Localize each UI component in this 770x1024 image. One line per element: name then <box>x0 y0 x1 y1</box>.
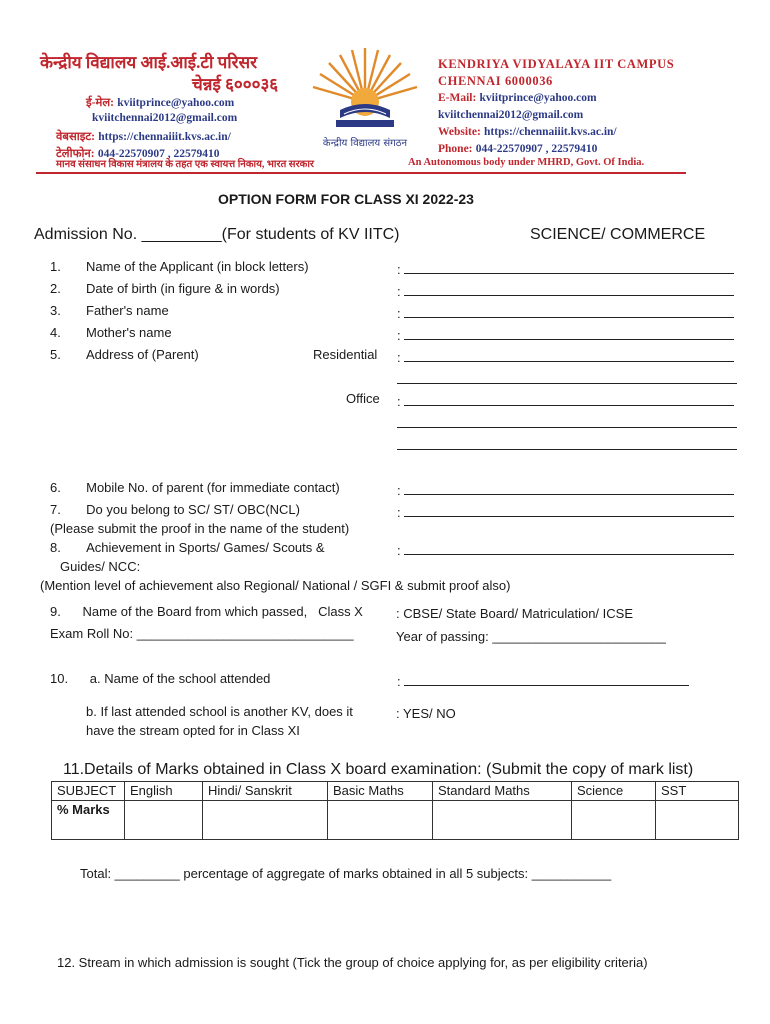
school-name-hindi: केन्द्रीय विद्यालय आई.आई.टी परिसर <box>40 53 258 72</box>
item-5-number: 5. <box>50 347 61 362</box>
answer-line-office-2[interactable] <box>397 415 737 431</box>
item-2-label: Date of birth (in figure & in words) <box>86 281 280 296</box>
table-header-cell: English <box>125 782 203 801</box>
form-title: OPTION FORM FOR CLASS XI 2022-23 <box>218 191 474 207</box>
answer-line-category[interactable]: : <box>397 504 734 520</box>
email-primary: kviitprince@yahoo.com <box>117 97 235 109</box>
item-1-label: Name of the Applicant (in block letters) <box>86 259 309 274</box>
website-line-english: Website: https://chennaiiit.kvs.ac.in/ <box>438 126 617 138</box>
marks-cell-sst[interactable] <box>656 801 739 840</box>
stream-header: SCIENCE/ COMMERCE <box>530 226 706 243</box>
email-line-hindi: ई-मेल: kviitprince@yahoo.com <box>86 97 235 109</box>
header-divider <box>36 172 686 174</box>
website-line-hindi: वेबसाइट: https://chennaiiit.kvs.ac.in/ <box>56 131 231 143</box>
answer-line-name[interactable]: : <box>397 261 734 277</box>
answer-line-office-3[interactable] <box>397 437 737 453</box>
school-name-english: KENDRIYA VIDYALAYA IIT CAMPUS <box>438 57 675 71</box>
residential-label: Residential <box>313 347 378 362</box>
marks-cell-science[interactable] <box>572 801 656 840</box>
item-9-label: 9. Name of the Board from which passed, Class X <box>50 604 363 619</box>
answer-line-mother[interactable]: : <box>397 327 734 343</box>
marks-cell-english[interactable] <box>125 801 203 840</box>
item-4-label: Mother's name <box>86 325 172 340</box>
item-8-note: (Mention level of achievement also Regional/ National / SGFI & submit proof also) <box>40 578 511 593</box>
answer-line-school[interactable]: : <box>397 673 689 689</box>
item-3-number: 3. <box>50 303 61 318</box>
total-line[interactable]: Total: _________ percentage of aggregate of marks obtained in all 5 subjects: ___________ <box>80 866 612 881</box>
phone-number: 044-22570907 , 22579410 <box>97 148 220 160</box>
marks-cell-hindi[interactable] <box>203 801 328 840</box>
email-secondary-english: kviitchennai2012@gmail.com <box>438 109 584 121</box>
kvs-logo <box>300 40 430 152</box>
answer-line-residential[interactable]: : <box>397 349 734 365</box>
item-12-label: 12. Stream in which admission is sought (Tick the group of choice applying for, as per eligibility criteria) <box>57 955 648 970</box>
table-header-cell: Hindi/ Sanskrit <box>203 782 328 801</box>
office-label: Office <box>346 391 380 406</box>
table-header-cell: Basic Maths <box>328 782 433 801</box>
item-10b-label: b. If last attended school is another KV, does it <box>86 704 353 719</box>
marks-cell-standard-maths[interactable] <box>433 801 572 840</box>
school-city-hindi: चेन्नई ६०००३६ <box>192 75 279 94</box>
item-3-label: Father's name <box>86 303 169 318</box>
marks-cell-basic-maths[interactable] <box>328 801 433 840</box>
exam-roll-no[interactable]: Exam Roll No: ______________________________ <box>50 626 354 641</box>
item-8-label-cont: Guides/ NCC: <box>60 559 141 574</box>
table-header-cell: SUBJECT <box>52 782 125 801</box>
logo-caption: केन्द्रीय विद्यालय संगठन <box>322 138 408 149</box>
school-city-english: CHENNAI 6000036 <box>438 74 553 88</box>
table-header-cell: SST <box>656 782 739 801</box>
phone-line-hindi: टेलीफोन: 044-22570907 , 22579410 <box>56 148 220 160</box>
item-5-label: Address of (Parent) <box>86 347 199 362</box>
item-10a-label: 10. a. Name of the school attended <box>50 671 271 686</box>
item-8-label: 8. Achievement in Sports/ Games/ Scouts & <box>50 540 325 555</box>
item-4-number: 4. <box>50 325 61 340</box>
autonomous-line-english: An Autonomous body under MHRD, Govt. Of India. <box>408 157 645 168</box>
autonomous-line-hindi: मानव संसाधन विकास मंत्रालय के तहत एक स्वायत्त निकाय, भारत सरकार <box>56 159 315 170</box>
answer-line-father[interactable]: : <box>397 305 734 321</box>
table-header-cell: Standard Maths <box>433 782 572 801</box>
table-row <box>52 782 739 801</box>
year-of-passing[interactable]: Year of passing: ________________________ <box>396 629 666 644</box>
answer-line-residential-2[interactable] <box>397 371 737 387</box>
item-2-number: 2. <box>50 281 61 296</box>
board-options[interactable]: : CBSE/ State Board/ Matriculation/ ICSE <box>396 606 633 621</box>
admission-no-line: Admission No. _________(For students of KV IITC) <box>34 226 400 243</box>
phone-line-english: Phone: 044-22570907 , 22579410 <box>438 143 598 155</box>
email-secondary: kviitchennai2012@gmail.com <box>92 112 238 124</box>
answer-line-office[interactable]: : <box>397 393 734 409</box>
item-1-number: 1. <box>50 259 61 274</box>
item-11-heading: 11.Details of Marks obtained in Class X board examination: (Submit the copy of mark list) <box>63 761 694 778</box>
item-7-note: (Please submit the proof in the name of the student) <box>50 521 350 536</box>
answer-line-achievement[interactable]: : <box>397 542 734 558</box>
table-row <box>52 801 739 840</box>
yes-no-option[interactable]: : YES/ NO <box>396 706 456 721</box>
item-10b-label-cont: have the stream opted for in Class XI <box>86 723 300 738</box>
marks-row-label: % Marks <box>52 801 125 840</box>
answer-line-mobile[interactable]: : <box>397 482 734 498</box>
email-line-english: E-Mail: kviitprince@yahoo.com <box>438 92 597 104</box>
table-header-cell: Science <box>572 782 656 801</box>
answer-line-dob[interactable]: : <box>397 283 734 299</box>
marks-table <box>51 781 739 840</box>
website-url: https://chennaiiit.kvs.ac.in/ <box>98 131 231 143</box>
item-6-label: 6. Mobile No. of parent (for immediate contact) <box>50 480 340 495</box>
item-7-label: 7. Do you belong to SC/ ST/ OBC(NCL) <box>50 502 300 517</box>
